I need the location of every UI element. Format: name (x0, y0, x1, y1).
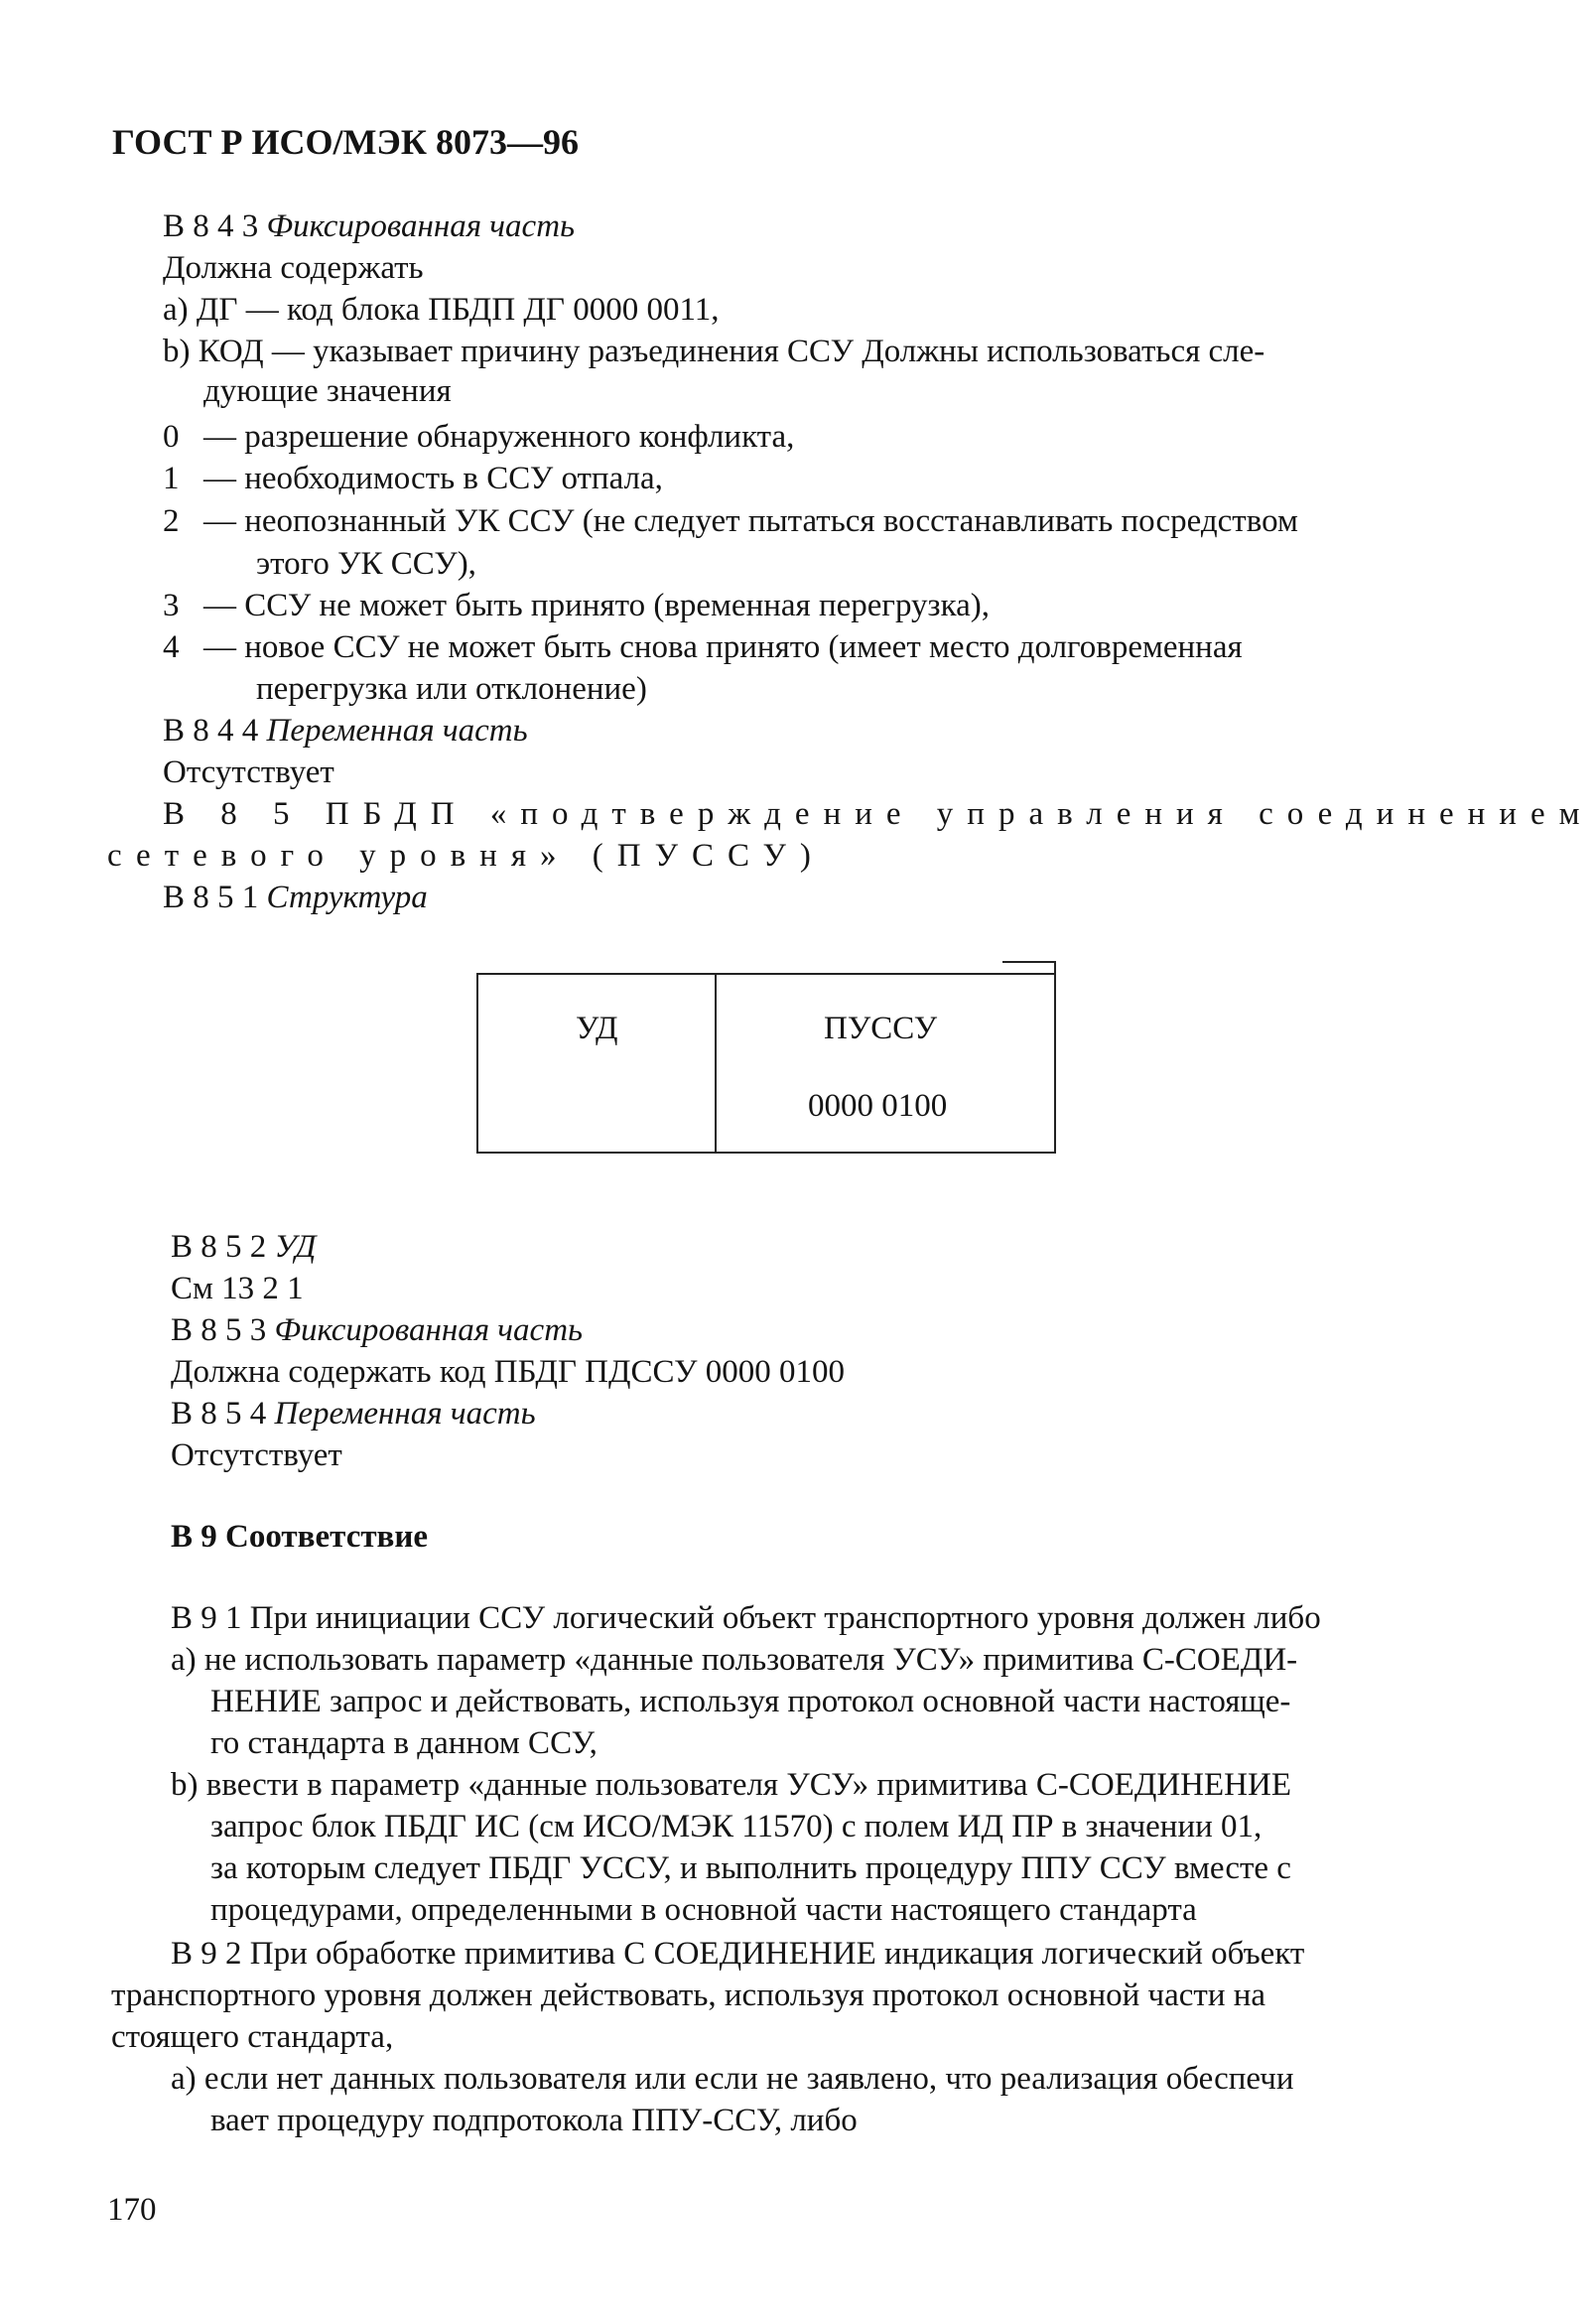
list-item-b-cont: процедурами, определенными в основной части настоящего стандарта (210, 1892, 1197, 1928)
section-b854 (171, 1394, 536, 1433)
paragraph-line: Отсутствует (171, 1437, 342, 1473)
section-title: Структура (266, 880, 428, 915)
section-number: В 8 5 3 (171, 1312, 267, 1348)
section-number: В 8 4 4 (163, 713, 259, 749)
section-b852 (171, 1227, 316, 1267)
code-text-cont: этого УК ССУ), (256, 546, 476, 582)
paragraph-line: В 9 1 При инициации ССУ логический объект транспортного уровня должен либо (171, 1600, 1321, 1636)
section-b843 (163, 206, 575, 246)
paragraph-line: транспортного уровня должен действовать, используя протокол основной части на (111, 1978, 1266, 2013)
code-text: — неопознанный УК ССУ (не следует пытаться восстанавливать посредством (203, 503, 1298, 539)
list-item-a: а) если нет данных пользователя или если не заявлено, что реализация обеспечи (171, 2061, 1294, 2097)
list-item-a-cont: го стандарта в данном ССУ, (210, 1725, 598, 1761)
section-b851 (163, 878, 428, 917)
list-item-b-cont: за которым следует ПБДГ УССУ, и выполнить процедуру ППУ ССУ вместе с (210, 1850, 1291, 1886)
page-number: 170 (107, 2192, 157, 2228)
section-title: УД (274, 1229, 317, 1265)
section-b9-heading: В 9 Соответствие (171, 1519, 429, 1555)
section-number: В 8 4 3 (163, 208, 259, 244)
code-text: — новое ССУ не может быть снова принято (имеет место долговременная (203, 629, 1243, 665)
paragraph-line: Отсутствует (163, 754, 334, 790)
section-title: Фиксированная часть (266, 208, 576, 244)
code-number: 4 (163, 629, 180, 665)
code-text: — ССУ не может быть принято (временная перегрузка), (203, 588, 990, 623)
code-number: 0 (163, 419, 180, 455)
code-number: 2 (163, 503, 180, 539)
section-b85-line2: сетевого уровня» (ПУССУ) (107, 838, 825, 874)
section-title: Фиксированная часть (274, 1312, 584, 1348)
paragraph-line: Должна содержать (163, 250, 424, 286)
section-b85-line1: В 8 5 ПБДП «подтверждение управления соединением (163, 796, 1594, 832)
paragraph-line: Должна содержать код ПБДГ ПДССУ 0000 0100 (171, 1354, 845, 1390)
paragraph-line: стоящего стандарта, (111, 2019, 394, 2055)
figure-box-ud (476, 973, 717, 1154)
code-text: — необходимость в ССУ отпала, (203, 461, 663, 496)
code-number: 3 (163, 588, 180, 623)
document-header: ГОСТ Р ИСО/МЭК 8073—96 (112, 122, 579, 162)
figure-box-pussu (715, 973, 1056, 1154)
paragraph-line: См 13 2 1 (171, 1271, 304, 1306)
list-item-a: а) не использовать параметр «данные пользователя УСУ» примитива С-СОЕДИ- (171, 1642, 1298, 1678)
list-item-a-cont: НЕНИЕ запрос и действовать, используя протокол основной части настояще- (210, 1684, 1291, 1719)
code-text: — разрешение обнаруженного конфликта, (203, 419, 795, 455)
section-b844 (163, 711, 528, 751)
figure-label-ud: УД (576, 1011, 618, 1046)
structure-figure (466, 961, 1067, 1161)
section-number: В 8 5 4 (171, 1396, 267, 1432)
figure-code: 0000 0100 (808, 1088, 948, 1124)
list-item-a: а) ДГ — код блока ПБДП ДГ 0000 0011, (163, 292, 720, 328)
list-item-b: b) ввести в параметр «данные пользователя УСУ» примитива С-СОЕДИНЕНИЕ (171, 1767, 1291, 1803)
section-title: Переменная часть (274, 1396, 536, 1432)
section-b853 (171, 1310, 583, 1350)
list-item-b-cont: дующие значения (203, 373, 452, 409)
list-item-b: b) КОД — указывает причину разъединения ССУ Должны использоваться сле- (163, 334, 1265, 369)
list-item-a-cont: вает процедуру подпротокола ППУ-ССУ, либо (210, 2103, 858, 2138)
section-number: В 8 5 2 (171, 1229, 267, 1265)
figure-label-pussu: ПУССУ (824, 1011, 938, 1046)
code-number: 1 (163, 461, 180, 496)
paragraph-line: В 9 2 При обработке примитива С СОЕДИНЕНИЕ индикация логический объект (171, 1936, 1305, 1972)
code-text-cont: перегрузка или отклонение) (256, 671, 647, 707)
section-number: В 8 5 1 (163, 880, 259, 915)
list-item-b-cont: запрос блок ПБДГ ИС (см ИСО/МЭК 11570) с полем ИД ПР в значении 01, (210, 1809, 1263, 1844)
section-title: Переменная часть (266, 713, 528, 749)
